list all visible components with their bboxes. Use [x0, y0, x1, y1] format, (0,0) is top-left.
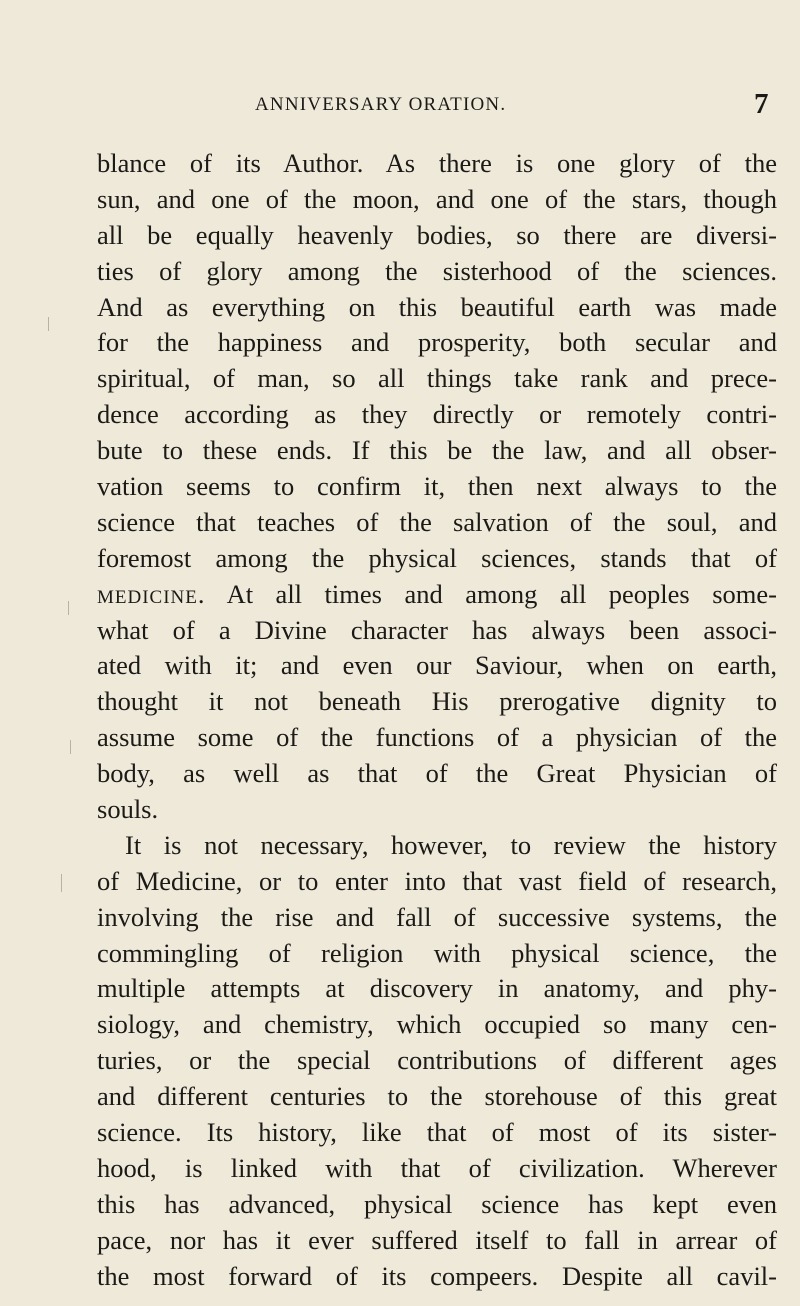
text-line: what of a Divine character has always been associ-: [97, 614, 777, 645]
text-line: ated with it; and even our Saviour, when on earth,: [97, 650, 777, 681]
text-line: bute to these ends. If this be the law, and all obser-: [97, 435, 777, 466]
text-line: blance of its Author. As there is one glory of the: [97, 148, 777, 178]
text-line: science that teaches of the salvation of the soul, and: [97, 506, 777, 537]
margin-mark: [70, 740, 71, 754]
text-line: pace, nor has it ever suffered itself to fall in arrear of: [97, 1224, 777, 1255]
text-line: and different centuries to the storehouse of this great: [97, 1081, 777, 1112]
margin-mark: [61, 874, 62, 892]
running-title: ANNIVERSARY ORATION.: [255, 94, 507, 115]
text-line: all be equally heavenly bodies, so there are diversi-: [97, 219, 777, 250]
text-line: multiple attempts at discovery in anatomy, and phy-: [97, 973, 777, 1004]
text-line: And as everything on this beautiful earth was made: [97, 291, 777, 322]
text-line: thought it not beneath His prerogative dignity to: [97, 686, 777, 717]
text-line: [97, 577, 777, 613]
text-line: siology, and chemistry, which occupied so many cen-: [97, 1009, 777, 1040]
text-line: of Medicine, or to enter into that vast field of research,: [97, 865, 777, 896]
page-number: 7: [754, 88, 769, 120]
text-line: the most forward of its compeers. Despite all cavil-: [97, 1260, 777, 1291]
margin-mark: [48, 317, 49, 331]
text-line: sun, and one of the moon, and one of the stars, though: [97, 183, 777, 214]
text-line: for the happiness and prosperity, both secular and: [97, 327, 777, 358]
text-line: body, as well as that of the Great Physician of: [97, 758, 777, 789]
text-line-rest: At all times and among all peoples some-: [226, 578, 778, 609]
text-line: foremost among the physical sciences, stands that of: [97, 542, 777, 573]
margin-mark: [68, 601, 69, 615]
text-line: this has advanced, physical science has kept even: [97, 1188, 777, 1219]
text-line: turies, or the special contributions of different ages: [97, 1045, 777, 1076]
text-line: commingling of religion with physical science, the: [97, 937, 777, 968]
text-line: ties of glory among the sisterhood of the sciences.: [97, 255, 777, 286]
running-head: [0, 88, 800, 128]
text-line: It is not necessary, however, to review the history: [125, 829, 777, 860]
text-line: dence according as they directly or remotely contri-: [97, 399, 777, 430]
text-line: assume some of the functions of a physician of the: [97, 722, 777, 753]
body-text: [97, 146, 777, 1295]
medicine-smallcaps: medicine.: [97, 578, 206, 609]
text-line: souls.: [97, 794, 159, 825]
text-line: hood, is linked with that of civilization. Wherever: [97, 1152, 777, 1183]
text-line: vation seems to confirm it, then next always to the: [97, 471, 777, 502]
text-line: involving the rise and fall of successive systems, the: [97, 901, 777, 932]
text-line: spiritual, of man, so all things take rank and prece-: [97, 363, 777, 394]
text-line: science. Its history, like that of most of its sister-: [97, 1117, 777, 1148]
